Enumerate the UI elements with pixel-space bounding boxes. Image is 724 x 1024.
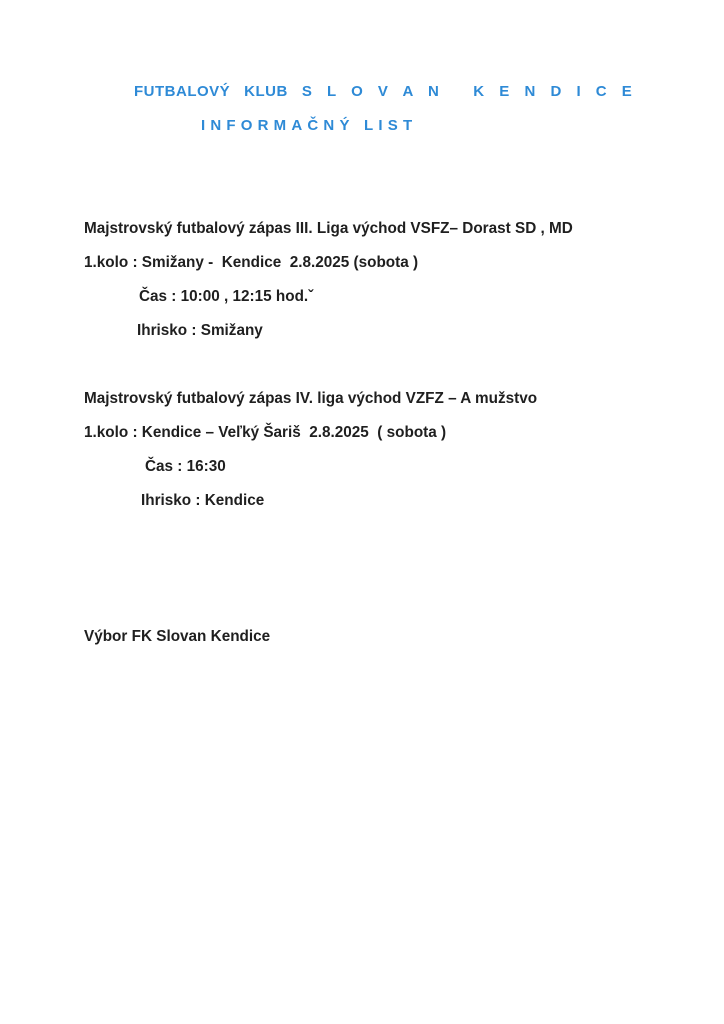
- match-2-time: Čas : 16:30: [145, 458, 226, 475]
- match-2-venue: Ihrisko : Kendice: [141, 492, 265, 509]
- document-subtitle: INFORMAČNÝ LIST: [201, 117, 418, 134]
- match-1-round: 1.kolo : Smižany - Kendice 2.8.2025 (sobota ): [84, 254, 419, 271]
- match-1-time: Čas : 10:00 , 12:15 hod.ˇ: [139, 288, 314, 305]
- club-title-prefix: FUTBALOVÝ KLUB: [134, 83, 288, 100]
- signature: Výbor FK Slovan Kendice: [84, 628, 271, 645]
- match-2-round: 1.kolo : Kendice – Veľký Šariš 2.8.2025 ( sobota ): [84, 424, 447, 441]
- match-1-heading: Majstrovský futbalový zápas III. Liga východ VSFZ– Dorast SD , MD: [84, 220, 573, 237]
- match-1-venue: Ihrisko : Smižany: [137, 322, 263, 339]
- club-title: [134, 83, 637, 100]
- match-2-heading: Majstrovský futbalový zápas IV. liga východ VZFZ – A mužstvo: [84, 390, 538, 407]
- club-title-name: S L O V A N K E N D I C E: [301, 83, 638, 100]
